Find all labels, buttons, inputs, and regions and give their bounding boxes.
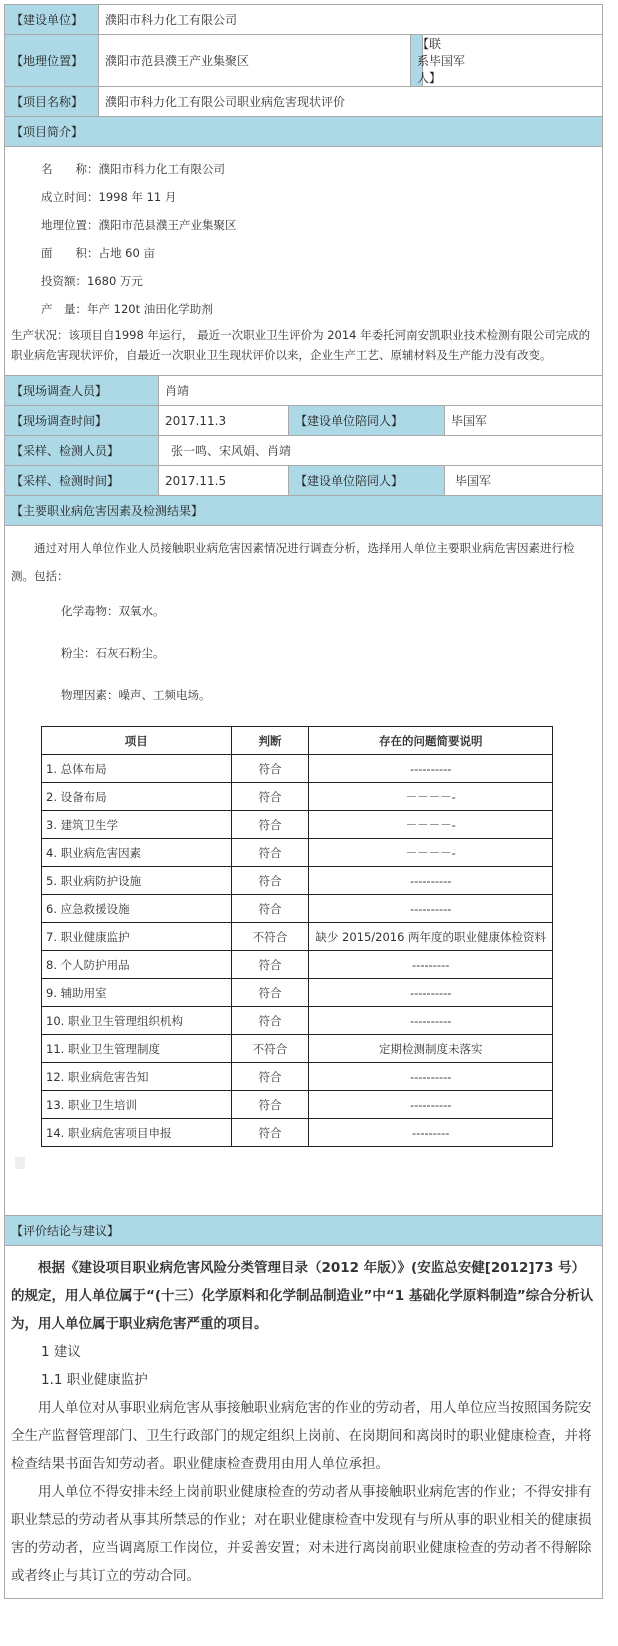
escort-label-2: 【建设单位陪同人】 bbox=[289, 466, 445, 496]
item-cell: 8. 个人防护用品 bbox=[42, 951, 232, 979]
builder-label: 【建设单位】 bbox=[5, 5, 99, 35]
judge-cell: 符合 bbox=[231, 979, 309, 1007]
judge-cell: 符合 bbox=[231, 867, 309, 895]
item-cell: 5. 职业病防护设施 bbox=[42, 867, 232, 895]
col-note-header: 存在的问题简要说明 bbox=[309, 727, 553, 755]
table-row bbox=[42, 811, 553, 839]
conclusion-paragraph-1: 用人单位对从事职业病危害从事接触职业病危害的作业的劳动者，用人单位应当按照国务院安全生产监督管理部门、卫生行政部门的规定组织上岗前、在岗期间和离岗时的职业健康检查，并将检查结果书面告知劳动者。职业健康检查费用由用人单位承担。 bbox=[11, 1400, 592, 1472]
escort-value-2: 毕国军 bbox=[445, 466, 603, 496]
inspection-header-row bbox=[42, 727, 553, 755]
conclusion-body-row bbox=[5, 1246, 603, 1599]
table-row bbox=[42, 1035, 553, 1063]
escort-label-1: 【建设单位陪同人】 bbox=[289, 406, 445, 436]
hazard-physical: 物理因素：噪声、工频电场。 bbox=[61, 688, 211, 702]
judge-cell: 不符合 bbox=[231, 923, 309, 951]
item-cell: 13. 职业卫生培训 bbox=[42, 1091, 232, 1119]
note-cell: ---------- bbox=[309, 979, 553, 1007]
conclusion-header-row bbox=[5, 1216, 603, 1246]
item-cell: 11. 职业卫生管理制度 bbox=[42, 1035, 232, 1063]
contact-value: 毕国军 bbox=[423, 35, 603, 87]
judge-cell: 符合 bbox=[231, 839, 309, 867]
table-row bbox=[42, 895, 553, 923]
item-cell: 6. 应急救援设施 bbox=[42, 895, 232, 923]
conclusion-section-label: 【评价结论与建议】 bbox=[5, 1216, 603, 1246]
investigators-row bbox=[5, 376, 603, 406]
intro-body-row bbox=[5, 147, 603, 376]
intro-header-row bbox=[5, 117, 603, 147]
judge-cell: 符合 bbox=[231, 1007, 309, 1035]
judge-cell: 符合 bbox=[231, 783, 309, 811]
sampling-time-row bbox=[5, 466, 603, 496]
judge-cell: 符合 bbox=[231, 951, 309, 979]
note-cell: 定期检测制度未落实 bbox=[309, 1035, 553, 1063]
item-cell: 14. 职业病危害项目申报 bbox=[42, 1119, 232, 1147]
intro-label: 【项目简介】 bbox=[5, 117, 603, 147]
project-value: 濮阳市科力化工有限公司职业病危害现状评价 bbox=[99, 87, 603, 117]
note-cell: －－－－- bbox=[309, 811, 553, 839]
table-row bbox=[42, 979, 553, 1007]
sampling-time-value: 2017.11.5 bbox=[159, 466, 289, 496]
table-row bbox=[42, 1091, 553, 1119]
project-row bbox=[5, 87, 603, 117]
table-row bbox=[42, 1007, 553, 1035]
item-cell: 4. 职业病危害因素 bbox=[42, 839, 232, 867]
investigators-label: 【现场调查人员】 bbox=[5, 376, 159, 406]
hazard-dust: 粉尘：石灰石粉尘。 bbox=[61, 646, 165, 660]
note-cell: ---------- bbox=[309, 895, 553, 923]
survey-time-row bbox=[5, 406, 603, 436]
hazard-header-row bbox=[5, 496, 603, 526]
table-row bbox=[42, 867, 553, 895]
location-value: 濮阳市范县濮王产业集聚区 bbox=[99, 35, 411, 87]
judge-cell: 不符合 bbox=[231, 1035, 309, 1063]
item-cell: 9. 辅助用室 bbox=[42, 979, 232, 1007]
location-label: 【地理位置】 bbox=[5, 35, 99, 87]
note-cell: ---------- bbox=[309, 1007, 553, 1035]
table-row bbox=[42, 1119, 553, 1147]
survey-time-value: 2017.11.3 bbox=[159, 406, 289, 436]
judge-cell: 符合 bbox=[231, 1119, 309, 1147]
item-cell: 1. 总体布局 bbox=[42, 755, 232, 783]
hazard-body-row bbox=[5, 526, 603, 1216]
conclusion-paragraph-2: 用人单位不得安排未经上岗前职业健康检查的劳动者从事接触职业病危害的作业；不得安排有职业禁忌的劳动者从事其所禁忌的作业；对在职业健康检查中发现有与所从事的职业相关的健康损害的劳动者，应当调离原工作岗位，并妥善安置；对未进行离岗前职业健康检查的劳动者不得解除或者终止与其订立的劳动合同。 bbox=[11, 1484, 592, 1584]
hazard-section bbox=[5, 526, 602, 1215]
survey-table bbox=[4, 375, 603, 1599]
judge-cell: 符合 bbox=[231, 895, 309, 923]
conclusion-heading-2: 1.1 职业健康监护 bbox=[41, 1372, 148, 1388]
judge-cell: 符合 bbox=[231, 1091, 309, 1119]
table-row bbox=[42, 783, 553, 811]
note-cell: --------- bbox=[309, 1119, 553, 1147]
table-row bbox=[42, 755, 553, 783]
col-item-header: 项目 bbox=[42, 727, 232, 755]
conclusion-heading-1: 1 建议 bbox=[41, 1344, 81, 1360]
table-row bbox=[42, 1063, 553, 1091]
note-cell: 缺少 2015/2016 两年度的职业健康体检资料 bbox=[309, 923, 553, 951]
intro-location: 地理位置：濮阳市范县濮王产业集聚区 bbox=[41, 218, 237, 232]
intro-founded: 成立时间：1998 年 11 月 bbox=[41, 190, 177, 204]
intro-investment: 投资额：1680 万元 bbox=[41, 274, 143, 288]
survey-time-label: 【现场调查时间】 bbox=[5, 406, 159, 436]
note-cell: --------- bbox=[309, 951, 553, 979]
item-cell: 3. 建筑卫生学 bbox=[42, 811, 232, 839]
blank-area bbox=[11, 1147, 596, 1207]
report-page bbox=[4, 4, 602, 1599]
builder-value: 濮阳市科力化工有限公司 bbox=[99, 5, 603, 35]
location-row bbox=[5, 35, 603, 87]
builder-row bbox=[5, 5, 603, 35]
project-intro bbox=[5, 147, 602, 375]
note-cell: ---------- bbox=[309, 1063, 553, 1091]
inspection-table bbox=[41, 726, 553, 1147]
note-cell: －－－－- bbox=[309, 839, 553, 867]
sampling-staff-row bbox=[5, 436, 603, 466]
judge-cell: 符合 bbox=[231, 1063, 309, 1091]
table-row bbox=[42, 951, 553, 979]
intro-name: 名 称：濮阳市科力化工有限公司 bbox=[41, 162, 225, 176]
item-cell: 7. 职业健康监护 bbox=[42, 923, 232, 951]
hazard-chemical: 化学毒物：双氧水。 bbox=[61, 604, 165, 618]
project-label: 【项目名称】 bbox=[5, 87, 99, 117]
note-cell: －－－－- bbox=[309, 783, 553, 811]
escort-value-1: 毕国军 bbox=[445, 406, 603, 436]
sampling-staff-value: 张一鸣、宋风娟、肖靖 bbox=[159, 436, 603, 466]
small-marker bbox=[15, 1157, 25, 1169]
intro-area: 面 积：占地 60 亩 bbox=[41, 246, 155, 260]
note-cell: ---------- bbox=[309, 1091, 553, 1119]
hazard-section-label: 【主要职业病危害因素及检测结果】 bbox=[5, 496, 603, 526]
judge-cell: 符合 bbox=[231, 755, 309, 783]
table-row bbox=[42, 923, 553, 951]
conclusion-section bbox=[5, 1246, 602, 1598]
sampling-staff-label: 【采样、检测人员】 bbox=[5, 436, 159, 466]
intro-status: 生产状况：该项目自1998 年运行， 最近一次职业卫生评价为 2014 年委托河南安凯职业技术检测有限公司完成的职业病危害现状评价，自最近一次职业卫生现状评价以来，企业生产工艺、原辅材料及生产能力没有改变。 bbox=[11, 328, 591, 362]
sampling-time-label: 【采样、检测时间】 bbox=[5, 466, 159, 496]
note-cell: ---------- bbox=[309, 867, 553, 895]
conclusion-summary: 根据《建设项目职业病危害风险分类管理目录（2012 年版）》(安监总安健[2012]73 号）的规定，用人单位属于“(十三）化学原料和化学制品制造业”中“1 基础化学原料制造”综合分析认为，用人单位属于职业病危害严重的项目。 bbox=[11, 1260, 594, 1332]
note-cell: ---------- bbox=[309, 755, 553, 783]
table-row bbox=[42, 839, 553, 867]
item-cell: 2. 设备布局 bbox=[42, 783, 232, 811]
item-cell: 10. 职业卫生管理组织机构 bbox=[42, 1007, 232, 1035]
report-table bbox=[4, 4, 603, 376]
intro-output: 产 量：年产 120t 油田化学助剂 bbox=[41, 302, 213, 316]
item-cell: 12. 职业病危害告知 bbox=[42, 1063, 232, 1091]
hazard-intro: 通过对用人单位作业人员接触职业病危害因素情况进行调查分析，选择用人单位主要职业病危害因素进行检测。包括： bbox=[11, 541, 575, 583]
judge-cell: 符合 bbox=[231, 811, 309, 839]
col-judge-header: 判断 bbox=[231, 727, 309, 755]
investigators-value: 肖靖 bbox=[159, 376, 603, 406]
contact-label: 【联系人】 bbox=[411, 35, 423, 87]
